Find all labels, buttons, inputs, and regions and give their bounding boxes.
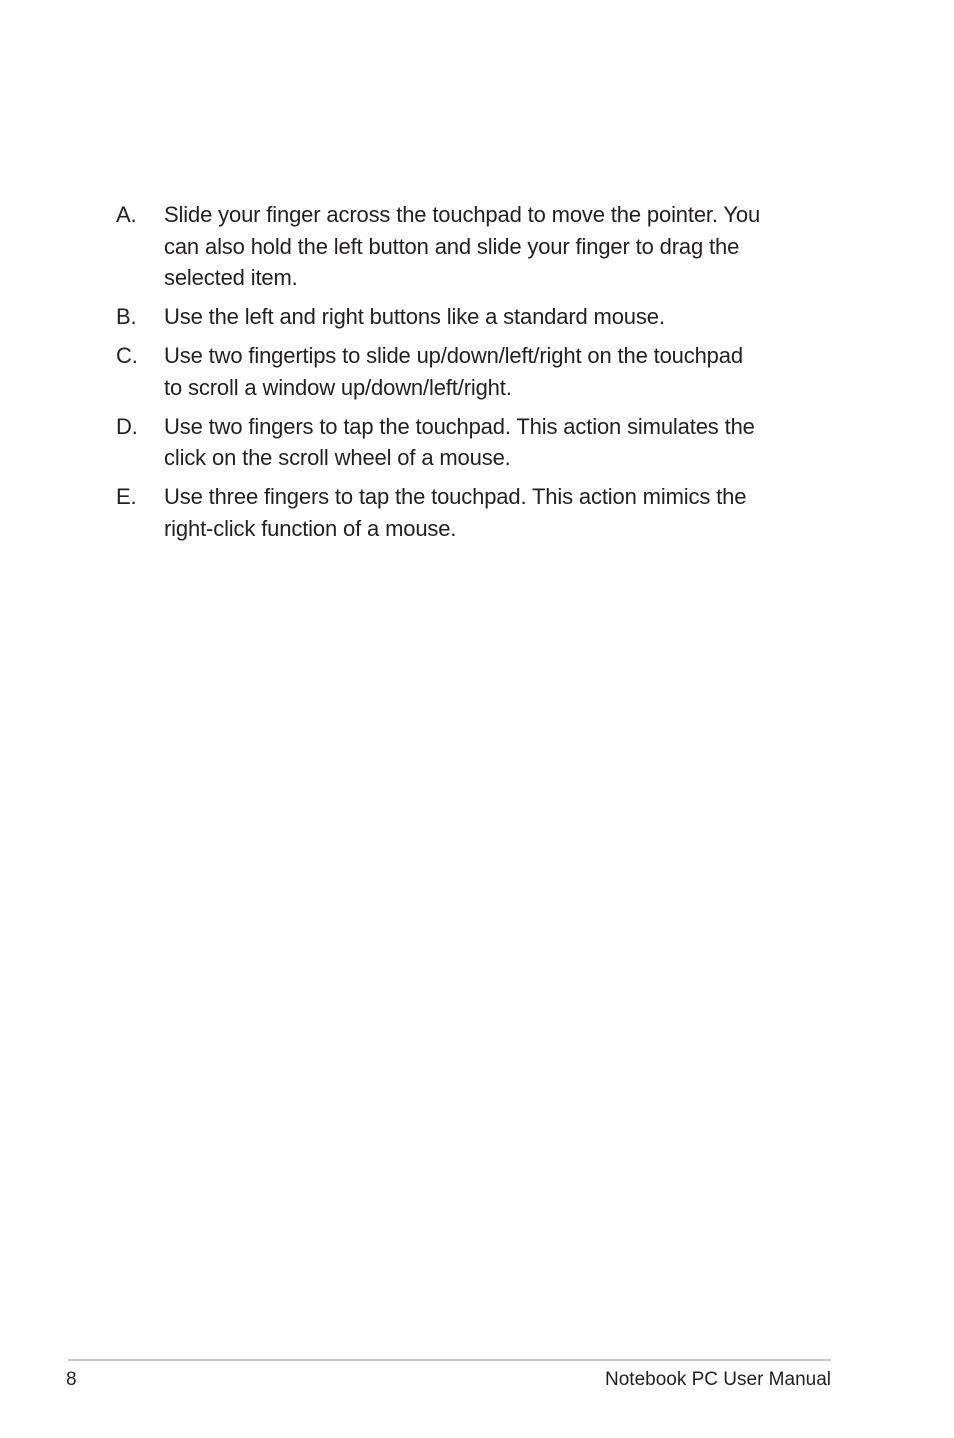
instruction-text: Use the left and right buttons like a standard mouse. [164,304,665,329]
instruction-text: Use three fingers to tap the touchpad. This action mimics the right-click function of a mouse. [164,484,747,541]
instruction-item-b [116,301,836,333]
instruction-item-a [116,199,836,294]
instruction-letter: B. [116,304,137,329]
instruction-item-e [116,481,836,544]
touchpad-instructions-list [116,199,836,552]
page-number: 8 [66,1369,77,1390]
instruction-text: Use two fingers to tap the touchpad. This action simulates the click on the scroll wheel of a mouse. [164,413,755,470]
instruction-letter: D. [116,413,138,439]
footer-divider [68,1359,831,1361]
instruction-letter: A. [116,202,137,227]
footer-manual-title: Notebook PC User Manual [605,1369,831,1390]
instruction-letter: C. [116,343,138,368]
instruction-item-d [116,411,836,474]
instruction-item-c [116,340,836,403]
instruction-text: Use two fingertips to slide up/down/left/right on the touchpad to scroll a window up/down/left/right. [164,343,743,400]
instruction-letter: E. [116,484,137,509]
instruction-text: Slide your finger across the touchpad to move the pointer. You can also hold the left button and slide your finger to drag the selected item. [164,202,761,290]
